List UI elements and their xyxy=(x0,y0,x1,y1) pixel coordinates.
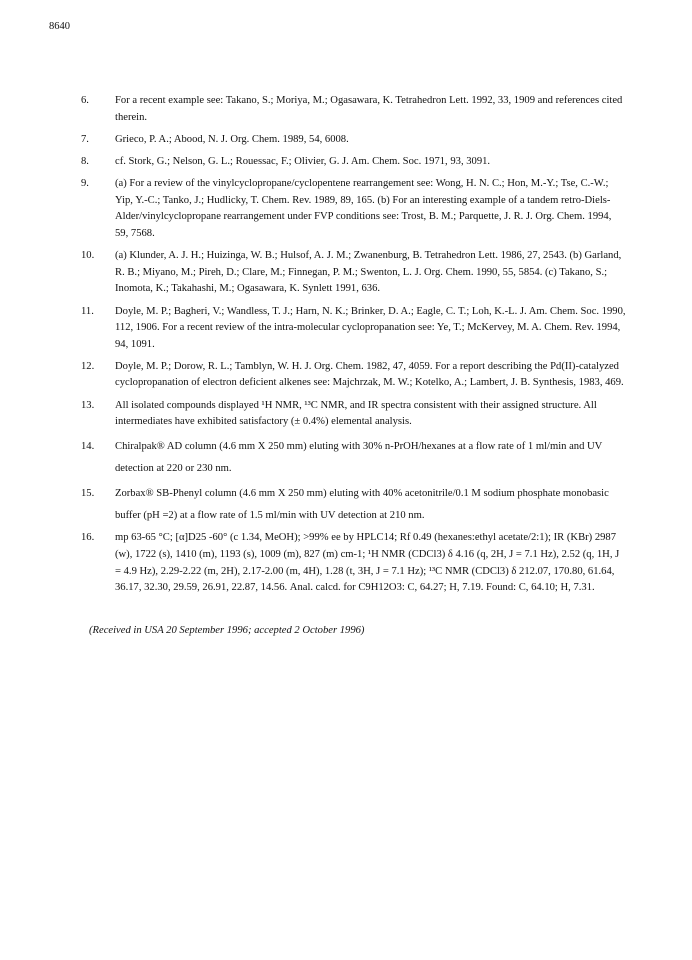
reference-number: 13. xyxy=(81,399,95,411)
references-list xyxy=(81,93,626,602)
reference-number: 16. xyxy=(81,532,95,544)
reference-item xyxy=(81,530,626,596)
reference-number: 10. xyxy=(81,250,95,262)
reference-text: Zorbax® SB-Phenyl column (4.6 mm X 250 mm) eluting with 40% acetonitrile/0.1 M sodium phosphate monobasic buffer (pH =2) at a flow rate of 1.5 ml/min with UV detection at 210 nm. xyxy=(115,488,609,522)
reference-item xyxy=(81,132,626,149)
reference-item xyxy=(81,398,626,431)
reference-text: Grieco, P. A.; Abood, N. J. Org. Chem. 1989, 54, 6008. xyxy=(115,133,349,145)
reference-text: All isolated compounds displayed ¹H NMR, ¹³C NMR, and IR spectra consistent with their assigned structure. All intermediates have exhibited satisfactory (± 0.4%) elemental analysis. xyxy=(115,399,597,428)
reference-item xyxy=(81,304,626,354)
reference-text: Doyle, M. P.; Dorow, R. L.; Tamblyn, W. H. J. Org. Chem. 1982, 47, 4059. For a report describing the Pd(II)-catalyzed cyclopropanation of electron deficient alkenes see: Majchrzak, M. W.; Kotelko, A.; Lambert, J. B. Synthesis, 1983, 469. xyxy=(115,360,624,389)
reference-text: For a recent example see: Takano, S.; Moriya, M.; Ogasawara, K. Tetrahedron Lett. 1992, 33, 1909 and references cited therein. xyxy=(115,95,623,123)
reference-text: (a) For a review of the vinylcyclopropane/cyclopentene rearrangement see: Wong, H. N. C.; Hon, M.-Y.; Tse, C.-W.; Yip, Y.-C.; Tanko, J.; Hudlicky, T. Chem. Rev. 1989, 89, 165. (b) For an interesting example of a tandem retro-Diels-Alder/vinylcyclopropane rearrangement under FVP conditions see: Trost, B. M.; Parquette, J. R. J. Org. Chem. 1994, 59, 7568. xyxy=(115,178,612,239)
reference-number: 12. xyxy=(81,360,95,372)
reference-number: 7. xyxy=(81,133,89,145)
reference-number: 9. xyxy=(81,178,89,190)
reference-number: 14. xyxy=(81,441,95,453)
reference-number: 11. xyxy=(81,305,94,317)
reference-item xyxy=(81,483,626,527)
reference-item xyxy=(81,436,626,480)
reference-item xyxy=(81,154,626,171)
page-number: 8640 xyxy=(49,21,70,32)
reference-number: 8. xyxy=(81,155,89,167)
reference-text: mp 63-65 °C; [α]D25 -60° (c 1.34, MeOH); >99% ee by HPLC14; Rf 0.49 (hexanes:ethyl acetate/2:1); IR (KBr) 2987 (w), 1722 (s), 1410 (m), 1193 (s), 1009 (m), 827 (m) cm-1; ¹H NMR (CDCl3) δ 4.16 (q, 2H, J = 7.1 Hz), 2.52 (q, 1H, J = 4.9 Hz), 2.29-2.22 (m, 2H), 2.17-2.00 (m, 4H), 1.28 (t, 3H, J = 7.1 Hz); ¹³C NMR (CDCl3) δ 212.07, 170.80, 61.64, 36.17, 32.30, 29.59, 26.91, 22.87, 14.56. Anal. calcd. for C9H12O3: C, 64.27; H, 7.19. Found: C, 64.10; H, 7.31. xyxy=(115,532,620,594)
reference-number: 15. xyxy=(81,488,95,500)
reference-item xyxy=(81,248,626,298)
reference-item xyxy=(81,359,626,392)
reference-text: (a) Klunder, A. J. H.; Huizinga, W. B.; Hulsof, A. J. M.; Zwanenburg, B. Tetrahedron Lett. 1986, 27, 2543. (b) Garland, R. B.; Miyano, M.; Pireh, D.; Clare, M.; Finnegan, P. M.; Swenton, L. J. Org. Chem. 1990, 55, 5854. (c) Takano, S.; Inomota, K.; Takahashi, M.; Ogasawara, K. Synlett 1991, 636. xyxy=(115,250,622,295)
reference-item xyxy=(81,93,626,126)
reference-text: Chiralpak® AD column (4.6 mm X 250 mm) eluting with 30% n-PrOH/hexanes at a flow rate of 1 ml/min and UV detection at 220 or 230 nm. xyxy=(115,441,603,475)
reference-number: 6. xyxy=(81,95,89,106)
reference-item xyxy=(81,176,626,242)
reference-text: cf. Stork, G.; Nelson, G. L.; Rouessac, F.; Olivier, G. J. Am. Chem. Soc. 1971, 93, 3091. xyxy=(115,155,491,167)
received-note: (Received in USA 20 September 1996; accepted 2 October 1996) xyxy=(89,625,365,636)
reference-text: Doyle, M. P.; Bagheri, V.; Wandless, T. J.; Harn, N. K.; Brinker, D. A.; Eagle, C. T.; Loh, K.-L. J. Am. Chem. Soc. 1990, 112, 1906. For a recent review of the intra-molecular cyclopropanation see: Ye, T.; McKervey, M. A. Chem. Rev. 1994, 94, 1091. xyxy=(115,305,626,350)
